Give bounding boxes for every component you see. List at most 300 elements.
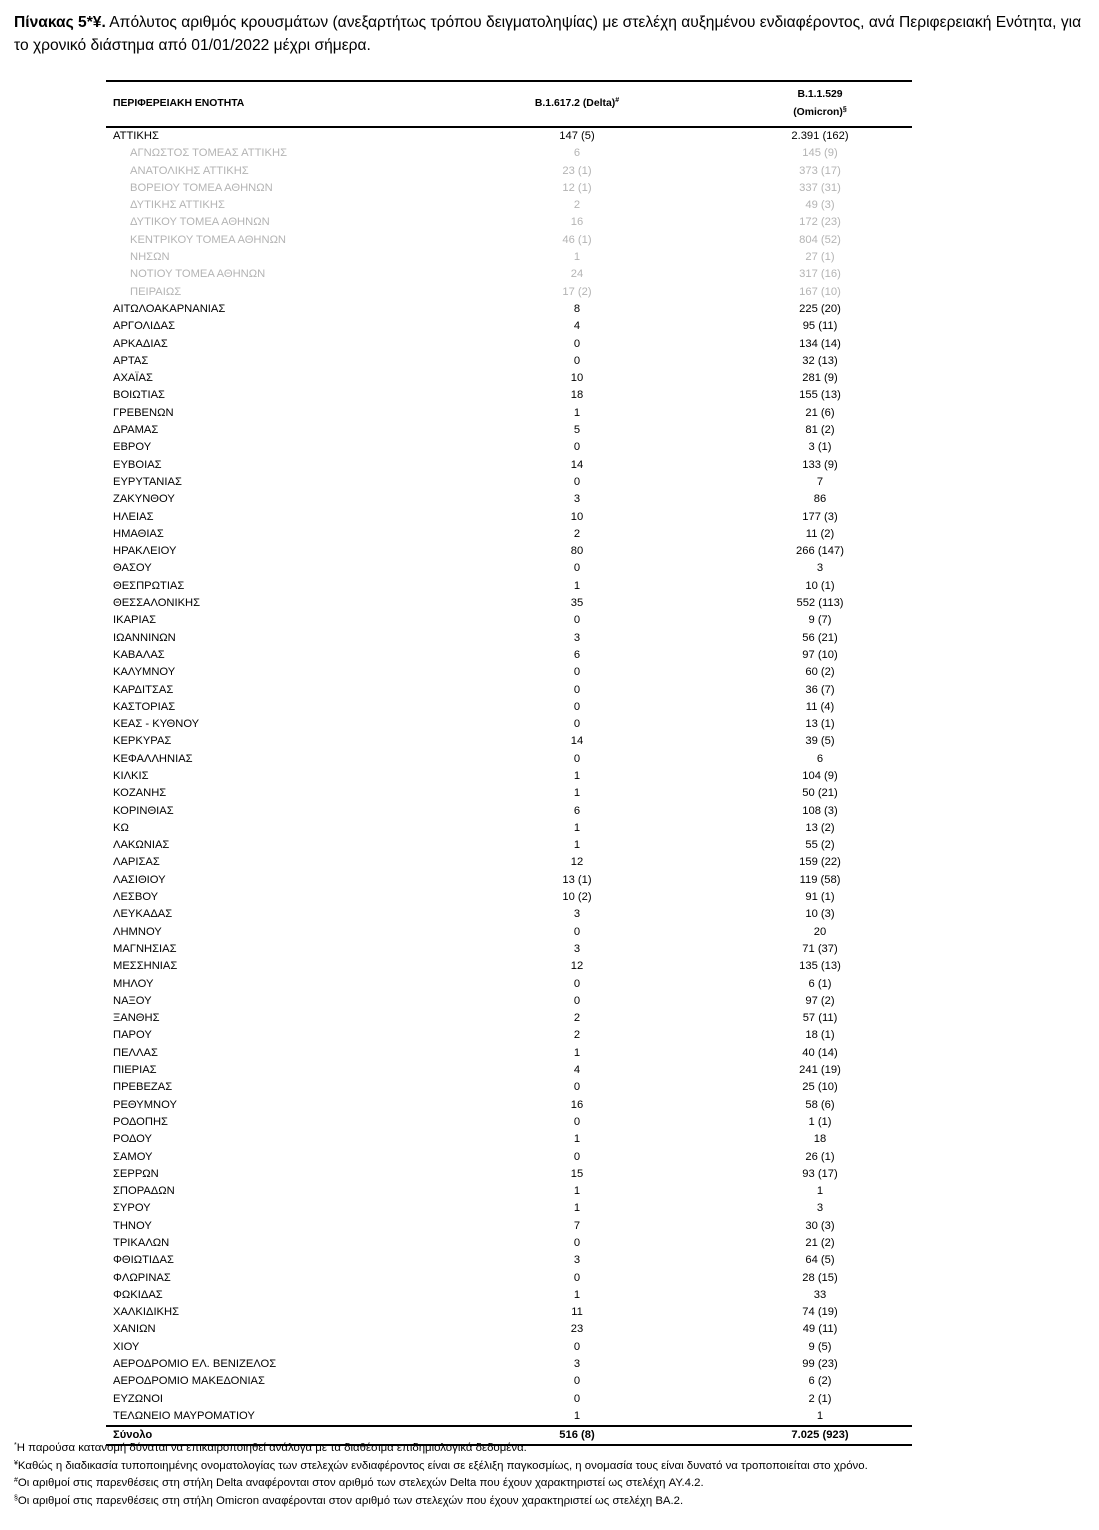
table-subrow xyxy=(106,197,912,214)
table-row xyxy=(106,1079,912,1096)
table-row xyxy=(106,491,912,508)
omicron-cell: 119 (58) xyxy=(799,873,841,886)
delta-cell: 147 (5) xyxy=(559,130,595,142)
delta-cell: 15 xyxy=(570,1167,584,1180)
delta-cell: 18 xyxy=(570,389,584,402)
delta-cell: 0 xyxy=(573,1150,581,1163)
delta-cell: 1 xyxy=(573,579,581,592)
region-cell: ΤΡΙΚΑΛΩΝ xyxy=(113,1237,170,1249)
footnote-text: Η παρούσα κατανομή δύναται να επικαιροποιηθεί ανάλογα με τα διαθέσιμα επιδημιολογικά δεδομένα. xyxy=(16,1442,527,1454)
omicron-cell: 36 (7) xyxy=(805,683,835,696)
omicron-cell: 241 (19) xyxy=(799,1064,841,1077)
delta-cell: 80 xyxy=(570,545,584,558)
header-omicron-line2: (Omicron) xyxy=(793,107,843,118)
variants-table xyxy=(106,80,912,1446)
delta-cell: 6 xyxy=(573,804,581,817)
region-cell: ΒΟΙΩΤΙΑΣ xyxy=(113,389,165,402)
region-cell: ΕΥΖΩΝΟΙ xyxy=(113,1392,164,1405)
delta-cell: 23 xyxy=(570,1323,584,1336)
omicron-cell: 28 (15) xyxy=(802,1271,838,1284)
footnote-text: Καθώς η διαδικασία τυποποιημένης ονοματολογίας των στελεχών ενδιαφέροντος είναι σε εξέλιξη παγκοσμίως, η ονομασία τους είναι δυνατό να τροποποιείται στο χρόνο. xyxy=(17,1459,868,1472)
table-row xyxy=(106,1235,912,1252)
table-row xyxy=(106,560,912,577)
region-cell: ΕΒΡΟΥ xyxy=(113,441,152,454)
region-cell: ΑΡΚΑΔΙΑΣ xyxy=(113,337,168,350)
delta-cell: 3 xyxy=(573,942,581,955)
region-cell: ΕΥΒΟΙΑΣ xyxy=(113,458,162,471)
omicron-cell: 167 (10) xyxy=(799,285,841,298)
delta-cell: 16 xyxy=(570,216,584,229)
delta-cell: 5 xyxy=(573,424,581,437)
total-delta: 516 (8) xyxy=(559,1429,595,1442)
delta-cell: 0 xyxy=(573,925,581,938)
region-cell: ΑΙΤΩΛΟΑΚΑΡΝΑΝΙΑΣ xyxy=(113,302,226,315)
delta-cell: 2 xyxy=(573,1029,581,1042)
omicron-cell: 27 (1) xyxy=(805,251,835,264)
region-cell: ΚΩ xyxy=(113,821,129,834)
table-row xyxy=(106,1321,912,1338)
delta-cell: 0 xyxy=(573,1340,581,1353)
delta-cell: 1 xyxy=(573,1202,581,1215)
delta-cell: 1 xyxy=(573,251,581,264)
delta-cell: 4 xyxy=(573,1064,581,1077)
omicron-cell: 159 (22) xyxy=(799,856,841,869)
omicron-cell: 3 xyxy=(816,562,824,575)
table-row xyxy=(106,733,912,750)
omicron-cell: 21 (2) xyxy=(805,1237,835,1249)
footnote-text: Οι αριθμοί στις παρενθέσεις στη στήλη Delta αναφέρονται στον αριθμό των στελεχών Delta που έχουν χαρακτηριστεί ως στελέχη AY.4.2. xyxy=(17,1477,704,1489)
omicron-cell: 6 (2) xyxy=(808,1375,832,1388)
table-row xyxy=(106,958,912,975)
table-row xyxy=(106,370,912,387)
delta-cell: 10 xyxy=(570,372,584,385)
omicron-cell: 9 (7) xyxy=(808,614,832,627)
table-row xyxy=(106,854,912,871)
region-cell: ΗΛΕΙΑΣ xyxy=(113,510,154,523)
table-header xyxy=(106,82,912,126)
region-cell: ΘΑΣΟΥ xyxy=(113,562,152,575)
delta-cell: 3 xyxy=(573,493,581,506)
table-row xyxy=(106,1270,912,1287)
delta-cell: 35 xyxy=(570,597,584,610)
table-row xyxy=(106,474,912,491)
omicron-cell: 10 (3) xyxy=(805,908,835,921)
region-cell: ΦΩΚΙΔΑΣ xyxy=(113,1288,163,1301)
region-cell: ΚΟΖΑΝΗΣ xyxy=(113,787,167,800)
table-row xyxy=(106,837,912,854)
table-row xyxy=(106,647,912,664)
delta-cell: 7 xyxy=(573,1219,581,1232)
table-row xyxy=(106,976,912,993)
omicron-cell: 281 (9) xyxy=(802,372,838,385)
footnote-mark: § xyxy=(14,1494,18,1502)
region-cell: ΚΙΛΚΙΣ xyxy=(113,769,149,782)
region-cell: ΚΕΑΣ - ΚΥΘΝΟΥ xyxy=(113,718,200,731)
region-cell: ΒΟΡΕΙΟΥ ΤΟΜΕΑ ΑΘΗΝΩΝ xyxy=(130,181,273,194)
table-subrow xyxy=(106,266,912,283)
region-cell: ΝΟΤΙΟΥ ΤΟΜΕΑ ΑΘΗΝΩΝ xyxy=(130,268,266,281)
table-caption xyxy=(14,11,1086,57)
omicron-cell: 108 (3) xyxy=(802,804,838,817)
delta-cell: 0 xyxy=(573,1271,581,1284)
region-cell: ΖΑΚΥΝΘΟΥ xyxy=(113,493,175,506)
omicron-cell: 60 (2) xyxy=(805,666,835,679)
region-cell: ΦΘΙΩΤΙΔΑΣ xyxy=(113,1254,174,1267)
omicron-cell: 6 (1) xyxy=(808,977,832,990)
table-row xyxy=(106,612,912,629)
table-row xyxy=(106,439,912,456)
table-row xyxy=(106,716,912,733)
omicron-cell: 39 (5) xyxy=(805,735,835,748)
table-row xyxy=(106,820,912,837)
region-cell: ΙΩΑΝΝΙΝΩΝ xyxy=(113,631,176,644)
table-row xyxy=(106,1183,912,1200)
delta-cell: 1 xyxy=(573,1409,581,1422)
header-delta-mark: # xyxy=(615,97,620,104)
omicron-cell: 804 (52) xyxy=(799,233,841,246)
omicron-cell: 373 (17) xyxy=(799,164,841,177)
omicron-cell: 1 xyxy=(816,1409,824,1422)
omicron-cell: 172 (23) xyxy=(799,216,841,229)
region-cell: ΛΑΚΩΝΙΑΣ xyxy=(113,839,170,852)
table-row xyxy=(106,1131,912,1148)
omicron-cell: 1 xyxy=(816,1185,824,1198)
region-cell: ΞΑΝΘΗΣ xyxy=(113,1012,160,1025)
region-cell: ΣΥΡΟΥ xyxy=(113,1202,151,1215)
table-row xyxy=(106,1097,912,1114)
region-cell: ΝΑΞΟΥ xyxy=(113,994,152,1007)
omicron-cell: 50 (21) xyxy=(802,787,838,800)
omicron-cell: 3 (1) xyxy=(808,441,832,454)
table-row xyxy=(106,1149,912,1166)
table-row xyxy=(106,457,912,474)
table-row xyxy=(106,1166,912,1183)
table-body xyxy=(106,128,912,1425)
delta-cell: 0 xyxy=(573,1115,581,1128)
footnote-mark: * xyxy=(14,1442,17,1449)
omicron-cell: 97 (10) xyxy=(802,648,838,661)
delta-cell: 1 xyxy=(573,821,581,834)
delta-cell: 10 (2) xyxy=(562,891,592,904)
omicron-cell: 13 (2) xyxy=(805,821,835,834)
region-cell: ΛΕΥΚΑΔΑΣ xyxy=(113,908,173,921)
delta-cell: 13 (1) xyxy=(562,873,592,886)
footnote xyxy=(14,1493,1094,1511)
table-row xyxy=(106,924,912,941)
header-region: ΠΕΡΙΦΕΡΕΙΑΚΗ ΕΝΟΤΗΤΑ xyxy=(113,98,245,109)
delta-cell: 24 xyxy=(570,268,584,281)
delta-cell: 0 xyxy=(573,994,581,1007)
delta-cell: 17 (2) xyxy=(562,285,592,298)
table-row xyxy=(106,699,912,716)
region-cell: ΚΟΡΙΝΘΙΑΣ xyxy=(113,804,174,817)
delta-cell: 6 xyxy=(573,147,581,160)
delta-cell: 12 xyxy=(570,856,584,869)
region-cell: ΦΛΩΡΙΝΑΣ xyxy=(113,1271,171,1284)
table-row xyxy=(106,509,912,526)
footnotes xyxy=(14,1440,1094,1510)
table-row xyxy=(106,803,912,820)
table-row xyxy=(106,301,912,318)
omicron-cell: 21 (6) xyxy=(805,406,835,419)
table-row xyxy=(106,993,912,1010)
omicron-cell: 145 (9) xyxy=(802,147,838,160)
region-cell: ΧΙΟΥ xyxy=(113,1340,140,1353)
delta-cell: 10 xyxy=(570,510,584,523)
delta-cell: 3 xyxy=(573,1254,581,1267)
omicron-cell: 99 (23) xyxy=(802,1358,838,1371)
header-delta-label: B.1.617.2 (Delta) xyxy=(534,98,616,109)
omicron-cell: 81 (2) xyxy=(805,424,835,437)
table-row xyxy=(106,941,912,958)
region-cell: ΣΑΜΟΥ xyxy=(113,1150,153,1163)
table-row xyxy=(106,318,912,335)
table-subrow xyxy=(106,214,912,231)
omicron-cell: 155 (13) xyxy=(799,389,841,402)
footnote-mark: # xyxy=(14,1477,18,1484)
region-cell: ΣΕΡΡΩΝ xyxy=(113,1167,159,1180)
delta-cell: 4 xyxy=(573,320,581,333)
caption-text: Απόλυτος αριθμός κρουσμάτων (ανεξαρτήτως τρόπου δειγματοληψίας) με στελέχη αυξημένου ενδιαφέροντος, ανά Περιφερειακή Ενότητα, για το χρονικό διάστημα από 01/01/2022 μέχρι σήμερα. xyxy=(14,14,1082,54)
omicron-cell: 135 (13) xyxy=(799,960,841,973)
omicron-cell: 49 (3) xyxy=(805,199,835,212)
omicron-cell: 11 (4) xyxy=(805,700,835,713)
region-cell: ΤΗΝΟΥ xyxy=(113,1219,152,1232)
region-cell: ΝΗΣΩΝ xyxy=(130,251,170,264)
delta-cell: 2 xyxy=(573,1012,581,1025)
region-cell: ΚΕΝΤΡΙΚΟΥ ΤΟΜΕΑ ΑΘΗΝΩΝ xyxy=(130,233,287,246)
table-row xyxy=(106,405,912,422)
delta-cell: 0 xyxy=(573,475,581,488)
table-row xyxy=(106,1252,912,1269)
delta-cell: 0 xyxy=(573,977,581,990)
omicron-cell: 3 xyxy=(816,1202,824,1215)
omicron-cell: 71 (37) xyxy=(802,942,838,955)
delta-cell: 1 xyxy=(573,1046,581,1059)
region-cell: ΑΓΝΩΣΤΟΣ ΤΟΜΕΑΣ ΑΤΤΙΚΗΣ xyxy=(130,147,287,160)
region-cell: ΓΡΕΒΕΝΩΝ xyxy=(113,406,174,419)
total-omicron: 7.025 (923) xyxy=(791,1429,849,1442)
table-row xyxy=(106,1356,912,1373)
region-cell: ΑΡΤΑΣ xyxy=(113,354,149,367)
region-cell: ΔΥΤΙΚΟΥ ΤΟΜΕΑ ΑΘΗΝΩΝ xyxy=(130,216,270,229)
header-omicron-mark: § xyxy=(842,106,847,113)
table-row xyxy=(106,1010,912,1027)
omicron-cell: 25 (10) xyxy=(802,1081,838,1094)
omicron-cell: 552 (113) xyxy=(796,597,844,610)
delta-cell: 0 xyxy=(573,1081,581,1094)
delta-cell: 0 xyxy=(573,1392,581,1405)
omicron-cell: 33 xyxy=(813,1288,827,1301)
omicron-cell: 7 xyxy=(816,475,824,488)
region-cell: ΚΑΒΑΛΑΣ xyxy=(113,648,165,661)
table-row xyxy=(106,387,912,404)
delta-cell: 12 (1) xyxy=(562,181,592,194)
omicron-cell: 266 (147) xyxy=(796,545,844,558)
delta-cell: 11 xyxy=(571,1306,583,1319)
region-cell: ΔΡΑΜΑΣ xyxy=(113,424,159,437)
header-omicron-line1: B.1.1.529 xyxy=(797,89,843,100)
omicron-cell: 18 xyxy=(813,1133,827,1146)
table-subrow xyxy=(106,249,912,266)
region-cell: ΠΙΕΡΙΑΣ xyxy=(113,1064,157,1077)
delta-cell: 3 xyxy=(573,908,581,921)
delta-cell: 8 xyxy=(573,302,581,315)
region-cell: ΤΕΛΩΝΕΙΟ ΜΑΥΡΟΜΑΤΙΟΥ xyxy=(113,1409,255,1422)
region-cell: ΛΗΜΝΟΥ xyxy=(113,925,162,938)
omicron-cell: 58 (6) xyxy=(805,1098,835,1111)
table-row xyxy=(106,422,912,439)
omicron-cell: 86 xyxy=(813,493,827,506)
omicron-cell: 97 (2) xyxy=(805,994,835,1007)
omicron-cell: 30 (3) xyxy=(805,1219,835,1232)
table-row xyxy=(106,1027,912,1044)
table-row xyxy=(106,578,912,595)
delta-cell: 3 xyxy=(573,1358,581,1371)
region-cell: ΡΟΔΟΥ xyxy=(113,1133,152,1146)
region-cell: ΜΕΣΣΗΝΙΑΣ xyxy=(113,960,178,973)
region-cell: ΡΟΔΟΠΗΣ xyxy=(113,1115,168,1128)
table-row xyxy=(106,1339,912,1356)
delta-cell: 1 xyxy=(573,1185,581,1198)
table-row xyxy=(106,1045,912,1062)
delta-cell: 16 xyxy=(570,1098,584,1111)
table-row xyxy=(106,1114,912,1131)
delta-cell: 1 xyxy=(573,839,581,852)
table-row xyxy=(106,1218,912,1235)
omicron-cell: 133 (9) xyxy=(802,458,838,471)
region-cell: ΚΑΡΔΙΤΣΑΣ xyxy=(113,683,174,696)
delta-cell: 12 xyxy=(570,960,584,973)
region-cell: ΡΕΘΥΜΝΟΥ xyxy=(113,1098,177,1111)
region-cell: ΚΑΣΤΟΡΙΑΣ xyxy=(113,700,176,713)
delta-cell: 1 xyxy=(573,1133,581,1146)
delta-cell: 0 xyxy=(573,441,581,454)
region-cell: ΔΥΤΙΚΗΣ ΑΤΤΙΚΗΣ xyxy=(130,199,225,212)
table-row xyxy=(106,1304,912,1321)
region-cell: ΑΝΑΤΟΛΙΚΗΣ ΑΤΤΙΚΗΣ xyxy=(130,164,249,177)
footnote xyxy=(14,1440,1094,1458)
footnote-mark: ¥ xyxy=(14,1459,18,1467)
omicron-cell: 40 (14) xyxy=(802,1046,838,1059)
delta-cell: 14 xyxy=(570,735,584,748)
omicron-cell: 56 (21) xyxy=(802,631,838,644)
omicron-cell: 2 (1) xyxy=(808,1392,832,1405)
region-cell: ΛΑΣΙΘΙΟΥ xyxy=(113,873,166,886)
table-row xyxy=(106,682,912,699)
delta-cell: 0 xyxy=(573,354,581,367)
table-row xyxy=(106,630,912,647)
delta-cell: 0 xyxy=(573,718,581,731)
table-row xyxy=(106,353,912,370)
omicron-cell: 1 (1) xyxy=(808,1115,832,1128)
total-label: Σύνολο xyxy=(113,1429,153,1442)
footnote xyxy=(14,1475,1094,1493)
delta-cell: 0 xyxy=(573,1375,581,1388)
region-cell: ΑΡΓΟΛΙΔΑΣ xyxy=(113,320,176,333)
region-cell: ΗΡΑΚΛΕΙΟΥ xyxy=(113,545,177,558)
delta-cell: 1 xyxy=(573,787,581,800)
region-cell: ΑΕΡΟΔΡΟΜΙΟ ΜΑΚΕΔΟΝΙΑΣ xyxy=(113,1375,265,1388)
omicron-cell: 55 (2) xyxy=(805,839,835,852)
omicron-cell: 93 (17) xyxy=(802,1167,838,1180)
omicron-cell: 225 (20) xyxy=(799,302,841,315)
table-row xyxy=(106,1373,912,1390)
region-cell: ΠΕΛΛΑΣ xyxy=(113,1046,158,1059)
table-row xyxy=(106,1062,912,1079)
region-cell: ΜΗΛΟΥ xyxy=(113,977,154,990)
table-row xyxy=(106,889,912,906)
table-row xyxy=(106,872,912,889)
table-row xyxy=(106,526,912,543)
region-cell: ΠΑΡΟΥ xyxy=(113,1029,152,1042)
header-omicron-line2-wrap xyxy=(723,104,917,122)
delta-cell: 0 xyxy=(573,666,581,679)
region-cell: ΚΑΛΥΜΝΟΥ xyxy=(113,666,176,679)
omicron-cell: 95 (11) xyxy=(802,320,838,333)
region-cell: ΗΜΑΘΙΑΣ xyxy=(113,527,164,540)
table-subrow xyxy=(106,163,912,180)
omicron-cell: 9 (5) xyxy=(808,1340,832,1353)
delta-cell: 0 xyxy=(573,562,581,575)
delta-cell: 0 xyxy=(573,752,581,765)
delta-cell: 46 (1) xyxy=(562,233,592,246)
table-row xyxy=(106,785,912,802)
table-row xyxy=(106,336,912,353)
omicron-cell: 11 (2) xyxy=(805,527,835,540)
table-row xyxy=(106,1408,912,1425)
header-omicron xyxy=(723,86,917,122)
region-cell: ΑΧΑΪΑΣ xyxy=(113,372,153,385)
region-cell: ΑΕΡΟΔΡΟΜΙΟ ΕΛ. ΒΕΝΙΖΕΛΟΣ xyxy=(113,1358,277,1371)
omicron-cell: 13 (1) xyxy=(805,718,835,731)
table-row xyxy=(106,751,912,768)
omicron-cell: 91 (1) xyxy=(805,891,835,904)
delta-cell: 1 xyxy=(573,769,581,782)
delta-cell: 2 xyxy=(573,199,581,212)
omicron-cell: 177 (3) xyxy=(802,510,838,523)
footnote xyxy=(14,1458,1094,1476)
region-cell: ΙΚΑΡΙΑΣ xyxy=(113,614,156,627)
region-cell: ΧΑΛΚΙΔΙΚΗΣ xyxy=(113,1306,180,1319)
omicron-cell: 10 (1) xyxy=(805,579,835,592)
region-cell: ΚΕΦΑΛΛΗΝΙΑΣ xyxy=(113,752,193,765)
table-row xyxy=(106,543,912,560)
region-cell: ΧΑΝΙΩΝ xyxy=(113,1323,156,1336)
region-cell: ΑΤΤΙΚΗΣ xyxy=(113,130,159,142)
omicron-cell: 18 (1) xyxy=(805,1029,835,1042)
omicron-cell: 57 (11) xyxy=(802,1012,838,1025)
omicron-cell: 317 (16) xyxy=(799,268,841,281)
table-row xyxy=(106,128,912,145)
omicron-cell: 20 xyxy=(813,925,827,938)
table-row xyxy=(106,1200,912,1217)
delta-cell: 1 xyxy=(573,1288,581,1301)
region-cell: ΜΑΓΝΗΣΙΑΣ xyxy=(113,942,177,955)
delta-cell: 0 xyxy=(573,337,581,350)
omicron-cell: 6 xyxy=(816,752,824,765)
omicron-cell: 104 (9) xyxy=(802,769,838,782)
omicron-cell: 32 (13) xyxy=(802,354,838,367)
table-row xyxy=(106,1287,912,1304)
region-cell: ΘΕΣΠΡΩΤΙΑΣ xyxy=(113,579,185,592)
delta-cell: 3 xyxy=(573,631,581,644)
delta-cell: 0 xyxy=(573,614,581,627)
table-row xyxy=(106,1391,912,1408)
caption-label: Πίνακας 5*¥. xyxy=(14,14,106,31)
header-delta xyxy=(431,98,723,109)
omicron-cell: 337 (31) xyxy=(799,181,841,194)
